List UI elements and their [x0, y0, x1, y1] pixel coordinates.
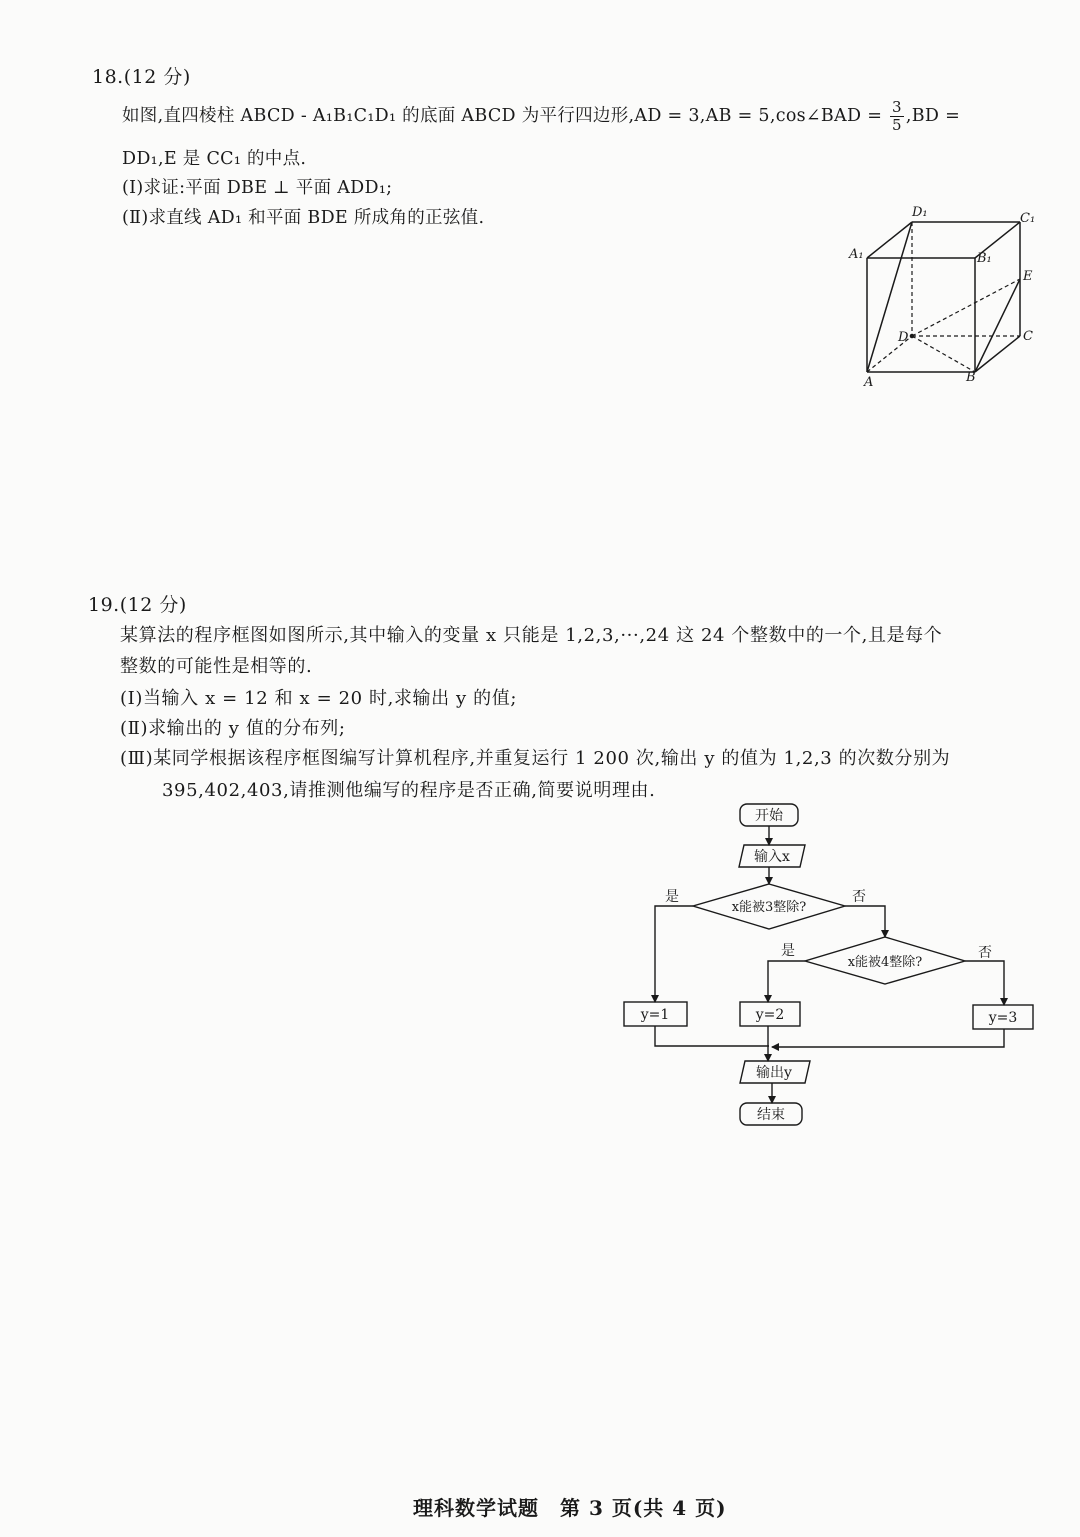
flow-start-label: 开始: [755, 808, 783, 824]
flow-input-label: 输入x: [754, 849, 790, 865]
flowchart: [600, 795, 1060, 1135]
label-a: A: [864, 375, 874, 390]
flow-decision1-label: x能被3整除?: [731, 900, 807, 915]
page-footer: 理科数学试题 第 3 页(共 4 页): [413, 1496, 727, 1520]
q19-statement-line2: 整数的可能性是相等的.: [120, 656, 313, 677]
q19-header: 19.(12 分): [88, 594, 187, 616]
q19-part2: (Ⅱ)求输出的 y 值的分布列;: [120, 718, 346, 739]
frac-denominator: 5: [892, 116, 902, 134]
flow-yes-label-1: 是: [665, 889, 679, 905]
label-b: B: [966, 370, 976, 385]
point-d: [910, 334, 915, 339]
q19-statement-line1: 某算法的程序框图如图所示,其中输入的变量 x 只能是 1,2,3,···,24 这 24 个整数中的一个,且是每个: [120, 625, 943, 646]
flow-end-label: 结束: [757, 1107, 785, 1123]
flow-y2-label: y=2: [755, 1007, 785, 1023]
q18-cos-fraction: [890, 100, 904, 133]
q19-part3-line1: (Ⅲ)某同学根据该程序框图编写计算机程序,并重复运行 1 200 次,输出 y 的值为 1,2,3 的次数分别为: [120, 748, 951, 769]
q19-part1: (Ⅰ)当输入 x = 12 和 x = 20 时,求输出 y 的值;: [120, 688, 518, 709]
prism-figure: [840, 200, 1040, 395]
q18-statement-tail: ,BD =: [905, 106, 961, 126]
flow-output-label: 输出y: [756, 1065, 792, 1081]
q18-header: 18.(12 分): [92, 66, 191, 88]
label-c: C: [1023, 329, 1033, 344]
label-d: D: [898, 330, 909, 345]
q18-part2: (Ⅱ)求直线 AD₁ 和平面 BDE 所成角的正弦值.: [122, 208, 485, 228]
q18-statement-text: 如图,直四棱柱 ABCD - A₁B₁C₁D₁ 的底面 ABCD 为平行四边形,AD = 3,AB = 5,cos∠BAD =: [122, 106, 889, 126]
label-c1: C₁: [1020, 211, 1036, 226]
flow-y1-label: y=1: [640, 1007, 670, 1023]
label-e: E: [1023, 269, 1033, 284]
q18-statement-line1: [122, 100, 960, 133]
label-d1: D₁: [912, 205, 928, 220]
frac-numerator: 3: [892, 98, 902, 116]
flow-no-label-2: 否: [978, 945, 992, 961]
label-b1: B₁: [977, 251, 992, 266]
q18-statement-line2: DD₁,E 是 CC₁ 的中点.: [122, 149, 307, 169]
flow-no-label-1: 否: [852, 889, 866, 905]
flow-yes-label-2: 是: [781, 943, 795, 959]
flow-decision2-label: x能被4整除?: [847, 955, 923, 970]
q19-part3-line2: 395,402,403,请推测他编写的程序是否正确,简要说明理由.: [162, 780, 656, 801]
q18-part1: (Ⅰ)求证:平面 DBE ⊥ 平面 ADD₁;: [122, 178, 393, 198]
label-a1: A₁: [849, 247, 864, 262]
flow-y3-label: y=3: [988, 1010, 1018, 1026]
